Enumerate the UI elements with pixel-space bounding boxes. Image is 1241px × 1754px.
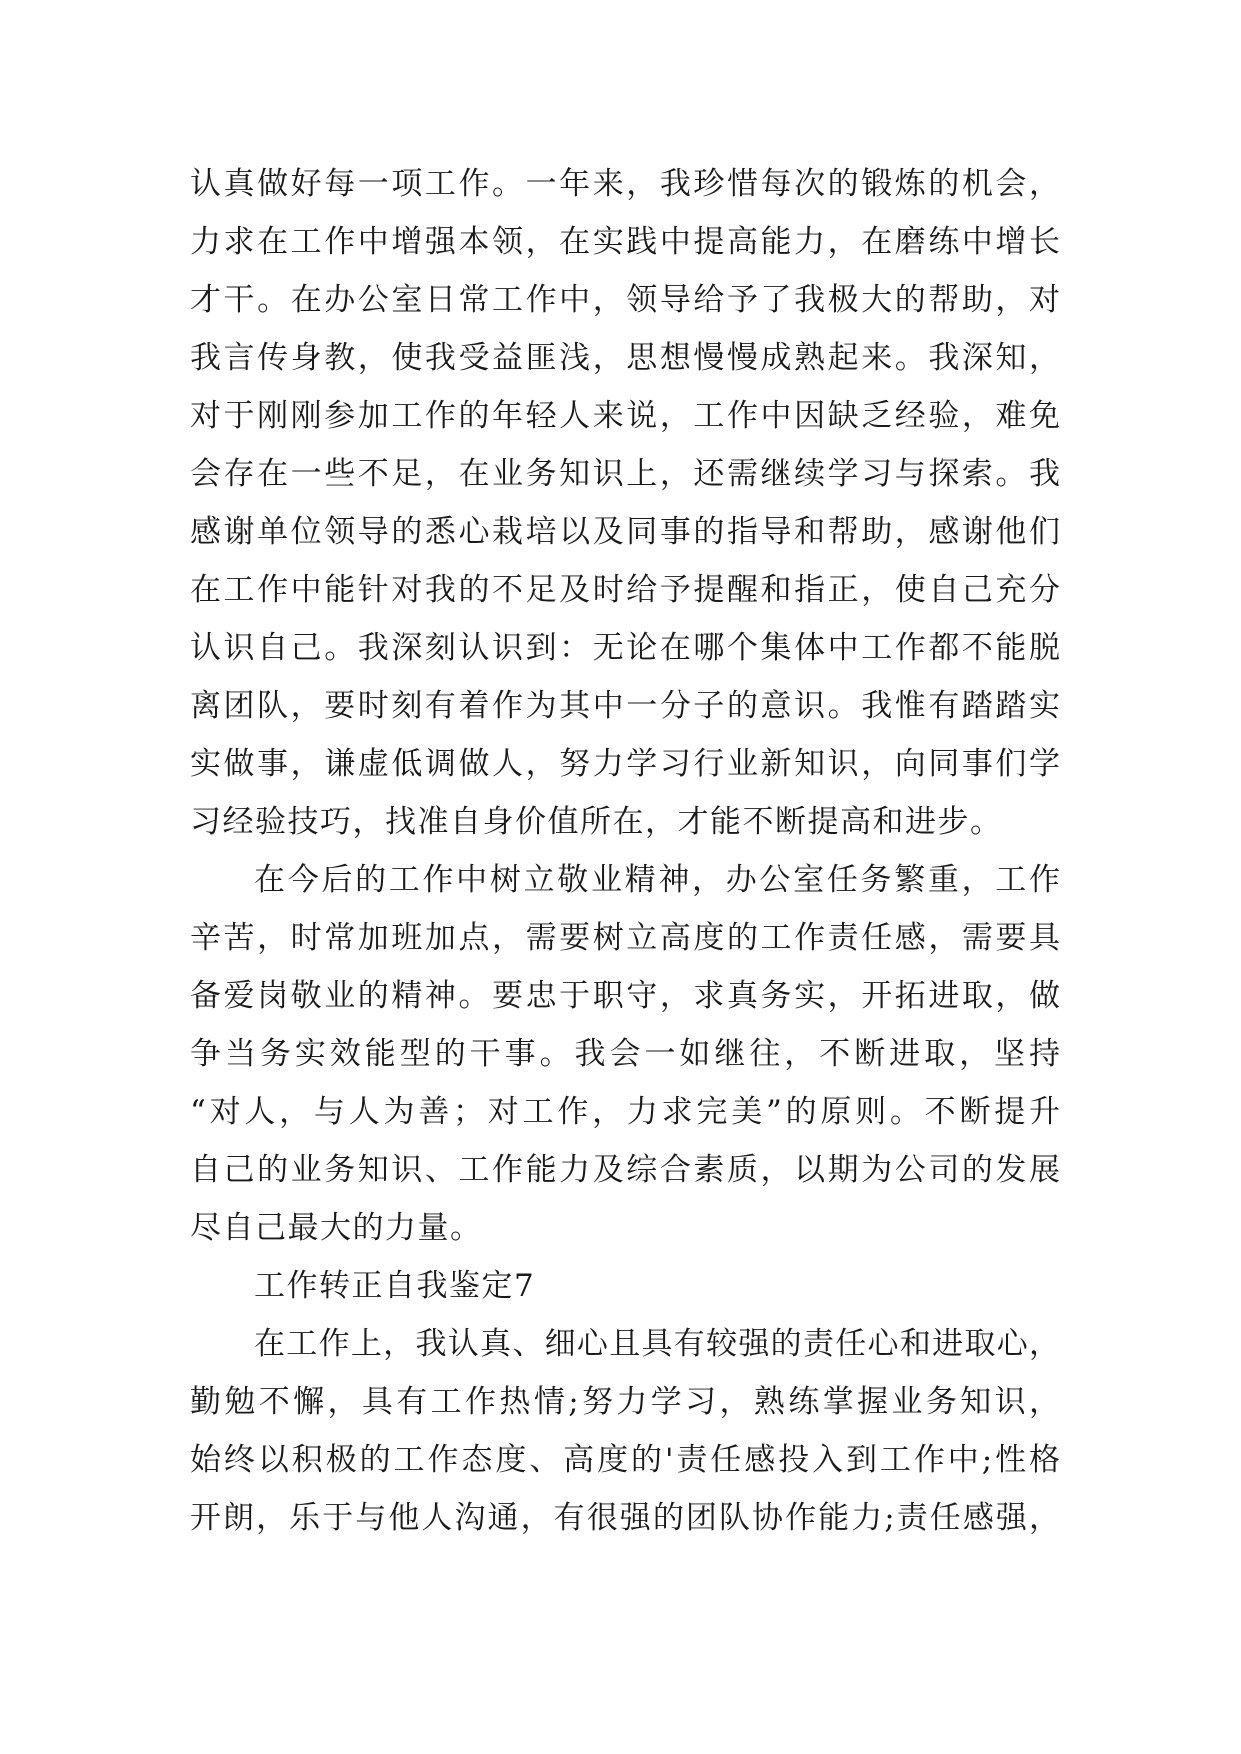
paragraph-line: 备爱岗敬业的精神。要忠于职守，求真务实，开拓进取，做	[190, 978, 1060, 1014]
paragraph-line: 实做事，谦虚低调做人，努力学习行业新知识，向同事们学	[190, 746, 1060, 782]
paragraph-line: “对人，与人为善；对工作，力求完美”的原则。不断提升	[190, 1094, 1060, 1130]
paragraph-line: 感谢单位领导的悉心栽培以及同事的指导和帮助，感谢他们	[190, 514, 1060, 550]
paragraph-line: 自己的业务知识、工作能力及综合素质，以期为公司的发展	[190, 1152, 1060, 1188]
paragraph-line: 对于刚刚参加工作的年轻人来说，工作中因缺乏经验，难免	[190, 398, 1060, 434]
document-body	[190, 155, 1060, 1547]
paragraph-line: 力求在工作中增强本领，在实践中提高能力，在磨练中增长	[190, 224, 1060, 260]
section-heading: 工作转正自我鉴定7	[254, 1268, 536, 1304]
paragraph-first-line: 在工作上，我认真、细心且具有较强的责任心和进取心，	[254, 1326, 1060, 1362]
paragraph-line: 才干。在办公室日常工作中，领导给予了我极大的帮助，对	[190, 282, 1060, 318]
paragraph-line: 在工作中能针对我的不足及时给予提醒和指正，使自己充分	[190, 572, 1060, 608]
paragraph-line: 会存在一些不足，在业务知识上，还需继续学习与探索。我	[190, 456, 1060, 492]
paragraph-line: 辛苦，时常加班加点，需要树立高度的工作责任感，需要具	[190, 920, 1060, 956]
paragraph-first-line: 在今后的工作中树立敬业精神，办公室任务繁重，工作	[254, 862, 1060, 898]
paragraph-line: 勤勉不懈，具有工作热情;努力学习，熟练掌握业务知识，	[190, 1384, 1060, 1420]
paragraph-line: 离团队，要时刻有着作为其中一分子的意识。我惟有踏踏实	[190, 688, 1060, 724]
paragraph-line: 始终以积极的工作态度、高度的'责任感投入到工作中;性格	[190, 1442, 1060, 1478]
paragraph-line: 认识自己。我深刻认识到：无论在哪个集体中工作都不能脱	[190, 630, 1060, 666]
paragraph-line: 争当务实效能型的干事。我会一如继往，不断进取，坚持	[190, 1036, 1060, 1072]
paragraph-line: 认真做好每一项工作。一年来，我珍惜每次的锻炼的机会，	[190, 166, 1060, 202]
paragraph-line: 我言传身教，使我受益匪浅，思想慢慢成熟起来。我深知，	[190, 340, 1060, 376]
paragraph-line: 尽自己最大的力量。	[190, 1210, 483, 1246]
paragraph-line: 开朗，乐于与他人沟通，有很强的团队协作能力;责任感强，	[190, 1500, 1060, 1536]
paragraph-line: 习经验技巧，找准自身价值所在，才能不断提高和进步。	[190, 804, 1003, 840]
